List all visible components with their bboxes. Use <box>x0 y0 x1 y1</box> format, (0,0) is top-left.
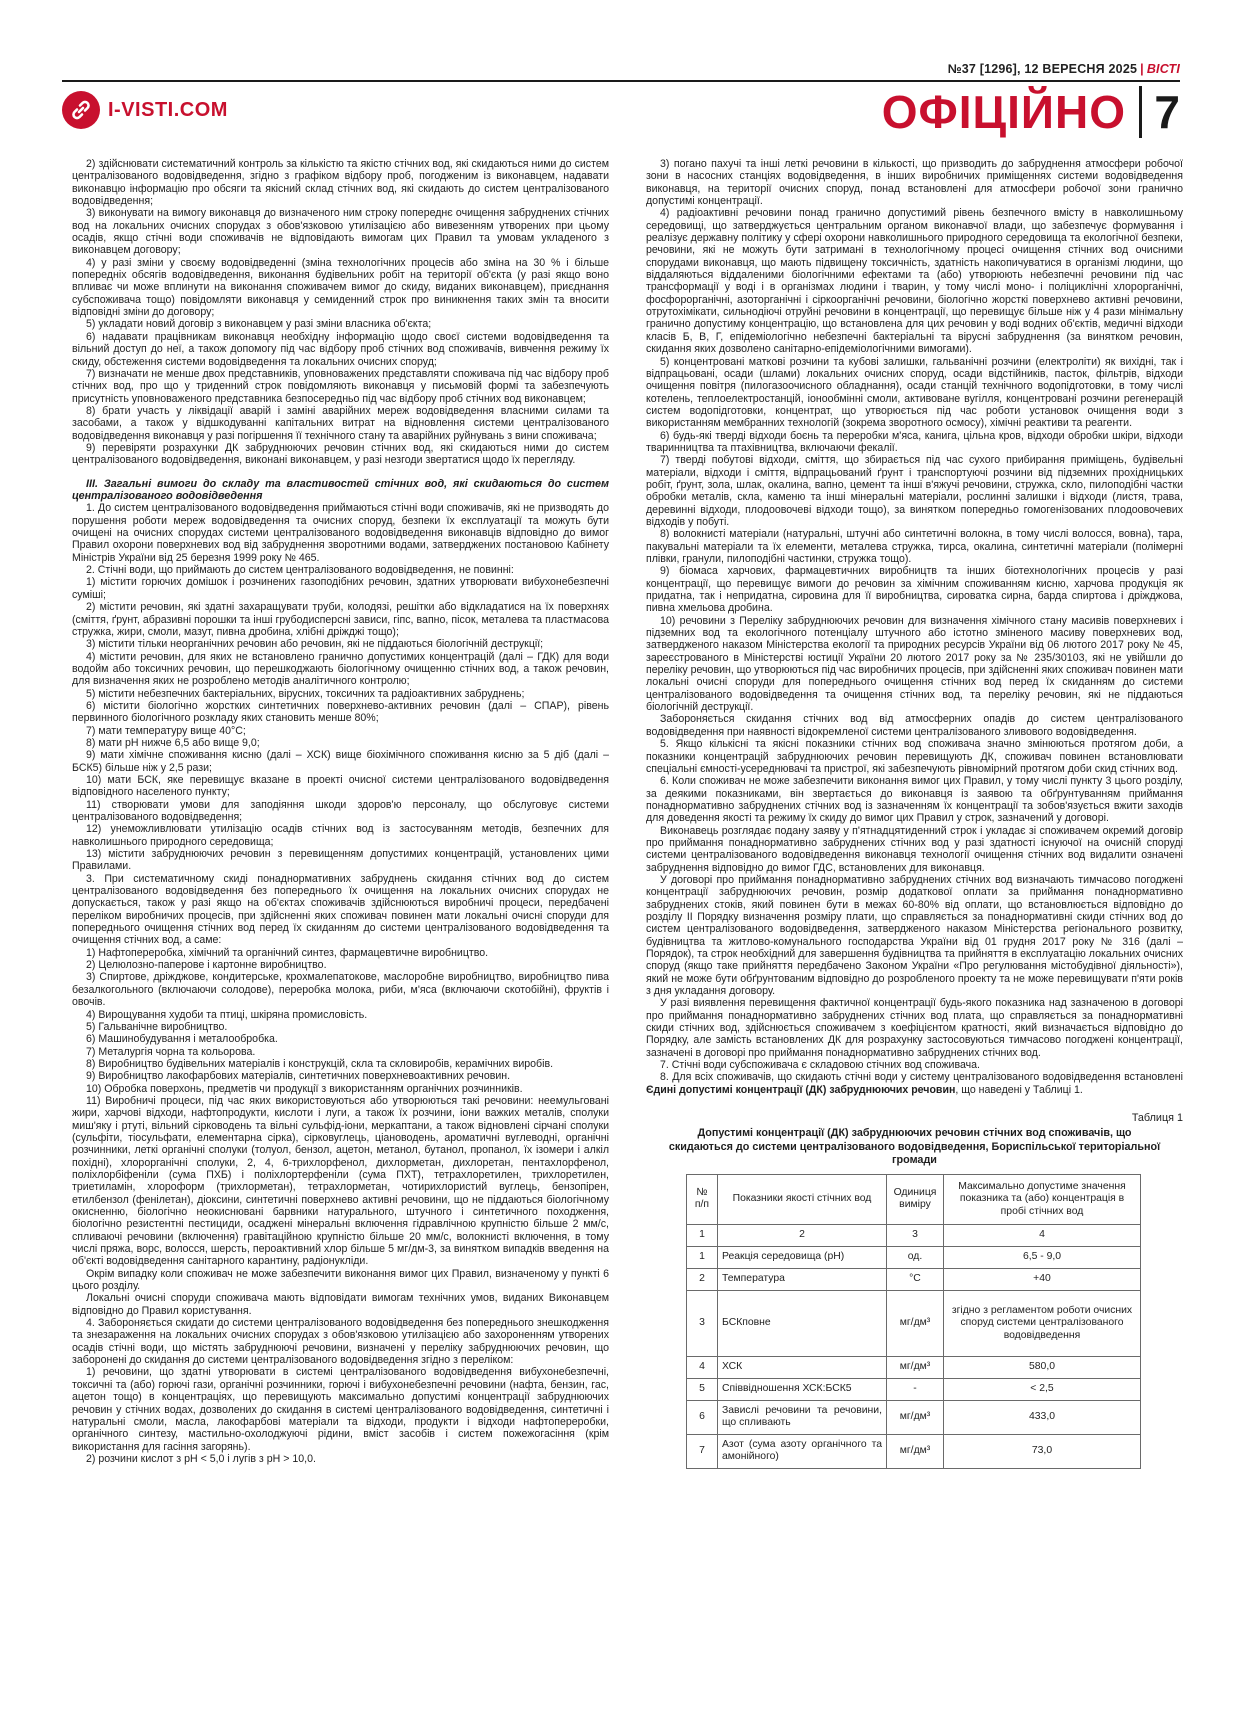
paragraph: 10) мати БСК, яке перевищує вказане в проекті очисної системи централізованого водовідведення відповідного населеного пункту; <box>72 773 609 799</box>
paragraph: 1) речовини, що здатні утворювати в системі централізованого водовідведення вибухонебезпечні, токсичні та (або) горючі гази, органічні розчинники, горючі і вибухонебезпечні речовини (нафта, бензин, гас, ацетон тощо) в концентраціях, що перевищують максимально допустимі концентрації забруднюючих речовин у стічних водах, дозволених до скидання в системі централізованого водовідведення, синтетичні і натуральні смоли, масла, лакофарбові матеріали та відходи, продукти і відходи нафтопереробки, органічного синтезу, мастильно-охолоджуючі рідини, вміст засобів і систем пожежогасіння (крім використання для гасіння загорянь). <box>72 1366 609 1453</box>
paragraph: 1) містити горючих домішок і розчинених газоподібних речовин, здатних утворювати вибухонебезпечні суміші; <box>72 576 609 601</box>
paragraph: 7) Металургія чорна та кольорова. <box>86 1045 256 1058</box>
unit-cell: - <box>887 1378 944 1400</box>
row-number: 3 <box>687 1290 718 1356</box>
value-cell: згідно з регламентом роботи очисних споруд системи централізованого водовідведення <box>944 1290 1141 1356</box>
paragraph: 9) мати хімічне споживання кисню (далі – ХСК) вище біохімічного споживання кисню за 5 діб (далі – БСК5) більше ніж у 2,5 рази; <box>72 749 609 774</box>
unit-cell: мг/дм³ <box>887 1400 944 1434</box>
table-row <box>687 1356 1141 1378</box>
table-row <box>687 1400 1141 1434</box>
paragraph: 3) Спиртове, дріжджове, кондитерське, крохмалепатокове, маслоробне виробництво, виробництво пива безалкогольного (включаючи солодове), переробка молока, риби, м'яса (включаючи скотобійні), фруктів і овочів. <box>72 971 609 1009</box>
paragraph: 9) біомаса харчових, фармацевтичних виробництв та інших біотехнологічних процесів у разі концентрації, що перевищує вимоги до речовин за хімічним споживанням кисню, харчова продукція як придатна, так і непридатна, сировина для її виробництва, сироватка сирна, барда спиртова і дріжджова, пивна хмельова дробина. <box>646 565 1183 615</box>
page-number: 7 <box>1154 86 1180 138</box>
indicator-name: Азот (сума азоту органічного та амонійного) <box>718 1434 887 1468</box>
site-name: I-VISTI.COM <box>108 98 228 121</box>
paragraph: 2. Стічні води, що приймають до систем централізованого водовідведення, не повинні: <box>86 564 514 577</box>
paragraph: 3) погано пахучі та інші леткі речовини в кількості, що призводить до забруднення атмосфери робочої зони в насосних станціях водовідведення, в інших виробничих приміщеннях системи водовідведення виконавця, на території очисних споруд, понад встановлені для атмосфери робочої зони гранично допустимі концентрації. <box>646 158 1183 208</box>
paragraph: 4) у разі зміни у своєму водовідведенні (зміна технологічних процесів або зміна на 30 % і більше попередніх обсягів водовідведення, виконання будівельних робіт на території об'єкта (у разі якщо воно впливає чи може вплинути на виконання споживачем вимог до скиду, виданих виконавцем), приєднання субспоживача тощо) повідомляти виконавця у семиденний строк про виникнення таких змін та вносити відповідні зміни до договору; <box>72 256 609 319</box>
dk-emphasis: Єдині допустимі концентрації (ДК) забруднюючих речовин <box>646 1083 956 1096</box>
paragraph: Виконавець розглядає подану заяву у п'ятнадцятиденний строк і укладає зі споживачем окремий договір про приймання понаднормативно забруднених стічних вод у разі здатності існуючої на очисній споруді системи централізованого водовідведення виконавця технології очищення стічних вод видалити означені забруднення відповідно до вимог ГДС, встановлених для виконавця. <box>646 824 1183 874</box>
indicator-name: Температура <box>718 1268 887 1290</box>
value-cell: 73,0 <box>944 1434 1141 1468</box>
numbering-cell: 2 <box>718 1224 887 1246</box>
paragraph: 7) тверді побутові відходи, сміття, що збирається під час сухого прибирання приміщень, будівельні матеріали, відходи і сміття, відпрацьований ґрунт і транспортуючі розчини від підземних прохідницьких робіт, ґрунт, зола, шлак, окалина, вапно, цемент та інші в'яжучі речовини, стружка, скло, пилоподібні частки обробки металів, скла, каменю та інші мінеральні матеріали, рослинні залишки і відходи (листя, трава, деревинні відходи, плодоовочеві відходи тощо), за винятком попередньо гомогенізованих плодоовочевих відходів у побуті. <box>646 454 1183 528</box>
unit-cell: од. <box>887 1246 944 1268</box>
paragraph: Локальні очисні споруди споживача мають відповідати вимогам технічних умов, виданих Виконавцем відповідно до Правил користування. <box>72 1292 609 1317</box>
paragraph: 5) укладати новий договір з виконавцем у разі зміни власника об'єкта; <box>86 318 432 331</box>
paragraph: 6) будь-які тверді відходи боєнь та переробки м'яса, канига, цільна кров, відходи обробки шкіри, відходи тваринництва та птахівництва, включаючи фекалії. <box>646 429 1183 454</box>
row-number: 6 <box>687 1400 718 1434</box>
paragraph: 6. Коли споживач не може забезпечити виконання вимог цих Правил, у тому числі пункту 3 цього розділу, за деякими показниками, він звертається до виконавця із заявою та обґрунтуванням приймання понаднормативно забруднених стічних вод із зазначенням їх концентрації та зобов'язується вжити заходів для доведення якості та режиму їх скиду до вимог цих Правил у строк, зазначений у договорі. <box>646 775 1183 825</box>
paragraph: 5. Якщо кількісні та якісні показники стічних вод споживача значно змінюються протягом доби, а показники концентрацій забруднюючих речовин перевищують ДК, споживач повинен встановлювати спеціальні ємності-усереднювачі та пристрої, які забезпечують рівномірний протягом доби скид стічних вод. <box>646 738 1183 775</box>
section-divider <box>1139 86 1142 138</box>
paragraph: 7) визначати не менше двох представників, уповноважених представляти споживача під час відбору проб стічних вод, про що у триденний строк повідомляють виконавця у письмовій формі та забезпечують присутність уповноваженого представника безпосередньо під час відбору проб стічних вод виконавцем; <box>72 367 609 405</box>
paragraph-text: , що наведені у Таблиці 1. <box>955 1083 1083 1096</box>
issue-separator: | <box>1140 62 1144 76</box>
site-logo[interactable] <box>62 91 228 129</box>
paragraph: 6) Машинобудування і металообробка. <box>86 1033 278 1046</box>
paragraph: 11) створювати умови для заподіяння шкоди здоров'ю персоналу, що обслуговує системи централізованого водовідведення; <box>72 798 609 823</box>
paragraph: 11) Виробничі процеси, під час яких використовуються або утворюються такі речовини: неемульговані жири, харчові відходи, нафтопродукти, кислоти і луги, а також їх розчини, іони важких металів, сполуки миш'яку і ртуті, вільний сірководень та вільні сульфід-іони, меркаптани, а також відновлені сірчані сполуки (сульфіти, тіосульфати, елементарна сірка), сірковуглець, ціановодень, ароматичні вуглеводні, органічні розчинники, леткі органічні сполуки (толуол, бензол, ацетон, метанол, бутанол, пропанол, їх ізомери і алкіл похідні), хлорорганічні сполуки, 2, 4, 6-трихлорфенол, дихлорметан, дихлоретан, пентахлорфенол, поліхлорбіфеніли (сума ПХБ) і поліхлортерфеніли (сума ПХТ), тетрахлоретилен, трихлоретилен, триетиламін, хлороформ (трихлорметан), тетрахлорметан, чотирихлористий вуглець, бензопірен, етилбензол (фенілетан), діоксини, синтетичні поверхнево активні речовини, що не піддаються біологічному окисненню, біологічно неокиснювані барвники натурального, штучного і синтетичного походження, біологічно резистентні пестициди, осаджені мінеральні включення гідравлічною крупністю більше 2 мм/с, спливаючі речовини (включення) гравітаційною крупністю більше 20 мм/с, волокнисті включення, в тому числі пряжа, ворс, волосся, шерсть, пероактивний хлор більше 5 мг/дм-3, за винятком випадків введення на об'єкті водовідведення санітарного карантину, радіонукліди. <box>72 1094 609 1268</box>
header-cell: Максимально допустиме значення показника та (або) концентрація в пробі стічних вод <box>944 1174 1141 1224</box>
paragraph: 3. При систематичному скиді понаднормативних забруднень скидання стічних вод до систем централізованого водовідведення без попереднього їх очищення на локальних очисних спорудах не допускається, також у разі якщо на об'єктах споживачів здійснюються виробничі процеси, передбачені переліком виробничих процесів, при здійсненні яких споживач повинен мати локальні очисні споруди для попереднього очищення стічних вод перед їх скиданням до системи централізованого водовідведення та очищення стічних вод, а саме: <box>72 872 609 947</box>
header-rule <box>62 80 1180 82</box>
value-cell: < 2,5 <box>944 1378 1141 1400</box>
unit-cell: мг/дм³ <box>887 1434 944 1468</box>
issue-info <box>948 62 1180 76</box>
value-cell: 6,5 - 9,0 <box>944 1246 1141 1268</box>
paragraph: 6) надавати працівникам виконавця необхідну інформацію щодо своєї системи водовідведення та вільний доступ до неї, а також допомогу під час відбору проб стічних вод споживачів, вивчення режиму їх скиду, обстеження системи водовідведення та локальних очисних споруд; <box>72 330 609 368</box>
indicator-name: БСКповне <box>718 1290 887 1356</box>
paragraph: 1) Нафтопереробка, хімічний та органічний синтез, фармацевтичне виробництво. <box>86 946 489 959</box>
paragraph: 9) перевіряти розрахунки ДК забруднюючих речовин стічних вод, які скидаються ними до систем централізованого водовідведення, виконані виконавцем, у разі незгоди звертатися щодо їх перегляду. <box>72 441 609 467</box>
value-cell: 433,0 <box>944 1400 1141 1434</box>
row-number: 1 <box>687 1246 718 1268</box>
paragraph: Окрім випадку коли споживач не може забезпечити виконання вимог цих Правил, визначеному у пункті 6 цього розділу. <box>72 1267 609 1293</box>
row-number: 4 <box>687 1356 718 1378</box>
paragraph: У разі виявлення перевищення фактичної концентрації будь-якого показника над зазначеною в договорі про приймання понаднормативно забруднених стічних вод плата, що справляється за понаднормативні скиди стічних вод, здійснюється споживачем з коефіцієнтом кратності, який визначається відповідно до Порядку, але замість встановлених ДК для розрахунку застосовуються тимчасово погоджені концентрації, зазначені в договорі про приймання понаднормативно забруднених стічних вод. <box>646 997 1183 1059</box>
paragraph: 2) Целюлозно-паперове і картонне виробництво. <box>86 959 327 972</box>
paragraph-text: 8. Для всіх споживачів, що скидають стічні води у систему централізованого водовідведення встановлені <box>660 1071 1183 1084</box>
paragraph: 8) волокнисті матеріали (натуральні, штучні або синтетичні волокна, в тому числі волосся, вовна), тара, пакувальні матеріали та їх елементи, металева стружка, тирса, окалина, синтетичні матеріали (полімерні плівки, гранули, пилоподібні частинки, стружка тощо). <box>646 528 1183 565</box>
paragraph: 8) брати участь у ліквідації аварій і заміні аварійних мереж водовідведення власними силами та засобами, а також у відшкодуванні капітальних витрат на відновлення системи централізованого водовідведення виконавця у разі погіршення її технічного стану та аварійних руйнувань з вини споживача; <box>72 404 609 442</box>
paragraph: 7. Стічні води субспоживача є складовою стічних вод споживача. <box>660 1059 980 1072</box>
value-cell: +40 <box>944 1268 1141 1290</box>
numbering-cell: 4 <box>944 1224 1141 1246</box>
section-heading-3: ІІІ. Загальні вимоги до складу та властивостей стічних вод, які скидаються до систем централізованого водовідведення <box>72 477 609 502</box>
row-number: 5 <box>687 1378 718 1400</box>
unit-cell: °С <box>887 1268 944 1290</box>
row-number: 7 <box>687 1434 718 1468</box>
header-cell: Показники якості стічних вод <box>718 1174 887 1224</box>
indicator-name: Співвідношення ХСК:БСК5 <box>718 1378 887 1400</box>
paragraph: 3) містити тільки неорганічних речовин або речовин, які не піддаються біологічній деструкції; <box>86 638 544 651</box>
paragraph: Забороняється скидання стічних вод від атмосферних опадів до систем централізованого водовідведення при наявності відокремленої системи централізованого зливового водовідведення. <box>646 713 1183 738</box>
link-icon <box>62 91 100 129</box>
row-number: 2 <box>687 1268 718 1290</box>
paragraph: 10) Обробка поверхонь, предметів чи продукції з використанням органічних розчинників. <box>86 1082 523 1095</box>
table-row <box>687 1246 1141 1268</box>
indicator-name: Реакція середовища (рН) <box>718 1246 887 1268</box>
header-cell: Одиниця виміру <box>887 1174 944 1224</box>
table-row <box>687 1434 1141 1468</box>
paragraph: 6) містити біологічно жорстких синтетичних поверхнево-активних речовин (далі – СПАР), рівень первинного біологічного розкладу яких становить менше 80%; <box>72 699 609 725</box>
paragraph: 5) концентровані маткові розчини та кубові залишки, гальванічні розчини (електроліти) як вихідні, так і відпрацьовані, осади (шлами) локальних очисних споруд, осади відстійників, пасток, фільтрів, відходи очищення повітря (пилогазоочисного обладнання), осади станцій технічного водопідготовки, в тому числі котелень, теплоелектростанцій, іонообмінні смоли, активоване вугілля, концентровані розчини регенерацій систем водопідготовки, концентрат, що утворюється під час роботи установок очищення води з використанням мембранних технологій (зокрема зворотного осмосу), хімічні реактиви та реагенти. <box>646 355 1183 430</box>
value-cell: 580,0 <box>944 1356 1141 1378</box>
paragraph: 2) здійснювати систематичний контроль за кількістю та якістю стічних вод, які скидаються ними до систем централізованого водовідведення, згідно з графіком відбору проб, погодженим із виконавцем, надавати виконавцю інформацію про обсяги та якісний склад стічних вод, які скидають до систем централізованого водовідведення; <box>72 158 609 208</box>
table-numbering-row <box>687 1224 1141 1246</box>
paragraph: У договорі про приймання понаднормативно забруднених стічних вод визначають тимчасово погоджені концентрації забруднюючих речовин, розмір додаткової оплати за приймання понаднормативно забруднених стоків, який повинен бути в межах 60-80% від оплати, що встановлюється відповідно до розділу ІІ Порядку визначення розміру плати, що справляється за понаднормативні скиди стічних вод до систем централізованого водовідведення, затвердженого наказом Міністерства регіонального розвитку, будівництва та житлово-комунального господарства України від 01 грудня 2017 року № 316 (далі – Порядок), та строк необхідний для завершення будівництва та прийняття в експлуатацію локальних очисних споруд (якщо таке прийняття передбачено Законом України «Про регулювання містобудівної діяльності»), який не може бути обґрунтованим відповідно до розробленого проекту та не може перевищувати п'яти років з дня укладання договору. <box>646 873 1183 998</box>
header-cell: № п/п <box>687 1174 718 1224</box>
table-title: Допустимі концентрації (ДК) забруднюючих речовин стічних вод споживачів, що скидаються до системи централізованого водовідведення, Бориспільської територіальної громади <box>668 1127 1161 1167</box>
indicator-name: ХСК <box>718 1356 887 1378</box>
paragraph: 4) Вирощування худоби та птиці, шкіряна промисловість. <box>86 1008 368 1021</box>
paragraph <box>646 1071 1183 1096</box>
table-row <box>687 1378 1141 1400</box>
paragraph: 4) радіоактивні речовини понад гранично допустимий рівень безпечного вмісту в навколишньому середовищі, що затверджується центральним органом виконавчої влади, що забезпечує формування і реалізує державну політику у сфері охорони навколишнього природного середовища та екологічної безпеки, речовини, які не можуть бути затримані в технологічному процесі очищення стічних вод очисними спорудами виконавця, що мають підвищену токсичність, здатність накопичуватися в організмі людини, що віддаляються віддаленими біологічними ефектами та (або) утворюють небезпечні речовини під час трансформації у воді і в організмах людини і тварин, у тому числі моно- і поліциклічні хлорорганічні, фосфорорганічні, азоторганічні і сіркоорганічні речовини, біологічно жорсткі поверхнево активні речовини, отрутохімікати, сильнодіючі отруйні речовини в концентрації, що перевищує більше ніж у 4 рази мінімальну гранично допустиму концентрацію, що встановлена для цих речовин у воді водних об'єктів, медичні відходи класів Б, В, Г, епідеміологічно небезпечні бактеріальні та вірусні забруднення (за винятком речовин, скидання яких дозволено санітарно-епідеміологічними вимогами). <box>646 207 1183 356</box>
paragraph: 3) виконувати на вимогу виконавця до визначеного ним строку попереднє очищення забруднених стічних вод на локальних очисних спорудах з обов'язковою утилізацією або вивезенням утворених при цьому осадів, якщо стічні води споживачів не відповідають вимогам цих Правил та умовам укладеного з виконавцем договору; <box>72 207 609 257</box>
table-row <box>687 1290 1141 1356</box>
left-column <box>72 158 609 1465</box>
table-caption: Таблиця 1 <box>1131 1112 1183 1125</box>
section-title: ОФІЦІЙНО <box>881 86 1126 138</box>
paragraph: 2) містити речовин, які здатні захаращувати труби, колодязі, решітки або відкладатися на їх поверхнях (сміття, ґрунт, абразивні порошки та інші грубодисперсні зависи, гіпс, вапно, пісок, металева та пластмасова стружка, жири, смоли, мазут, пивна дробина, хлібні дріжджі тощо); <box>72 601 609 638</box>
newspaper-brand: ВІСТІ <box>1146 62 1180 76</box>
paragraph: 13) містити забруднюючих речовин з перевищенням допустимих концентрацій, установлених цими Правилами. <box>72 848 609 873</box>
indicator-name: Завислі речовини та речовини, що спливають <box>718 1400 887 1434</box>
paragraph: 4. Забороняється скидати до системи централізованого водовідведення без попереднього знешкодження та знезараження на локальних очисних спорудах з обов'язковою утилізацією або захороненням утворених осадів стічні води, що містять забруднюючі речовини, визначені у переліку забруднюючих речовин, що заборонені до скидання до системи централізованого водовідведення згідно з переліком: <box>72 1317 609 1367</box>
paragraph: 1. До систем централізованого водовідведення приймаються стічні води споживачів, які не призводять до порушення роботи мереж водовідведення та очисних споруд, безпеки їх експлуатації та можуть бути очищені на очисних спорудах системи централізованого водовідведення виконавців відповідно до вимог Правил охорони поверхневих вод від забруднення зворотними водами, затверджених постановою Кабінету Міністрів України від 25 березня 1999 року № 465. <box>72 502 609 564</box>
unit-cell: мг/дм³ <box>887 1290 944 1356</box>
paragraph: 7) мати температуру вище 40°С; <box>86 724 246 737</box>
dk-table <box>686 1174 1141 1469</box>
unit-cell: мг/дм³ <box>887 1356 944 1378</box>
table-row <box>687 1268 1141 1290</box>
paragraph: 9) Виробництво лакофарбових матеріалів, синтетичних поверхневоактивних речовин. <box>86 1070 511 1083</box>
paragraph: 12) унеможливлювати утилізацію осадів стічних вод із застосуванням методів, безпечних для навколишнього природного середовища; <box>72 823 609 848</box>
paragraph: 2) розчини кислот з рН < 5,0 і лугів з рН > 10,0. <box>86 1452 316 1465</box>
issue-number-date: №37 [1296], 12 ВЕРЕСНЯ 2025 <box>947 62 1138 76</box>
paragraph: 8) Виробництво будівельних матеріалів і конструкцій, скла та скловиробів, керамічних виробів. <box>86 1057 554 1070</box>
numbering-cell: 3 <box>887 1224 944 1246</box>
paragraph: 8) мати рН нижче 6,5 або вище 9,0; <box>86 736 260 749</box>
numbering-cell: 1 <box>687 1224 718 1246</box>
paragraph: 10) речовини з Переліку забруднюючих речовин для визначення хімічного стану масивів поверхневих і підземних вод та екологічного потенціалу штучного або істотно зміненого масиву поверхневих вод, затвердженого наказом Міністерства екології та природних ресурсів України від 06 лютого 2017 року № 45, зареєстрованого в Міністерстві юстиції України 20 лютого 2017 року за № 235/30103, які не увійшли до переліку речовин, що утворюються під час виробничих процесів, при здійсненні яких споживач повинен мати локальні очисні споруди для попереднього очищення стічних вод перед їх скиданням до системи централізованого водовідведення та очищення стічних вод, та переліку речовин, які не піддаються біологічній деструкції. <box>646 614 1183 714</box>
paragraph: 5) Гальванічне виробництво. <box>86 1020 228 1033</box>
paragraph: 5) містити небезпечних бактеріальних, вірусних, токсичних та радіоактивних забруднень; <box>86 687 525 700</box>
table-header-row <box>687 1174 1141 1224</box>
paragraph: 4) містити речовин, для яких не встановлено гранично допустимих концентрацій (далі – ГДК) для води водойм або токсичних речовин, що перешкоджають біологічному очищенню стічних вод, а також речовин, для визначення яких не розроблено методів аналітичного контролю; <box>72 650 609 688</box>
right-column <box>646 158 1183 1469</box>
